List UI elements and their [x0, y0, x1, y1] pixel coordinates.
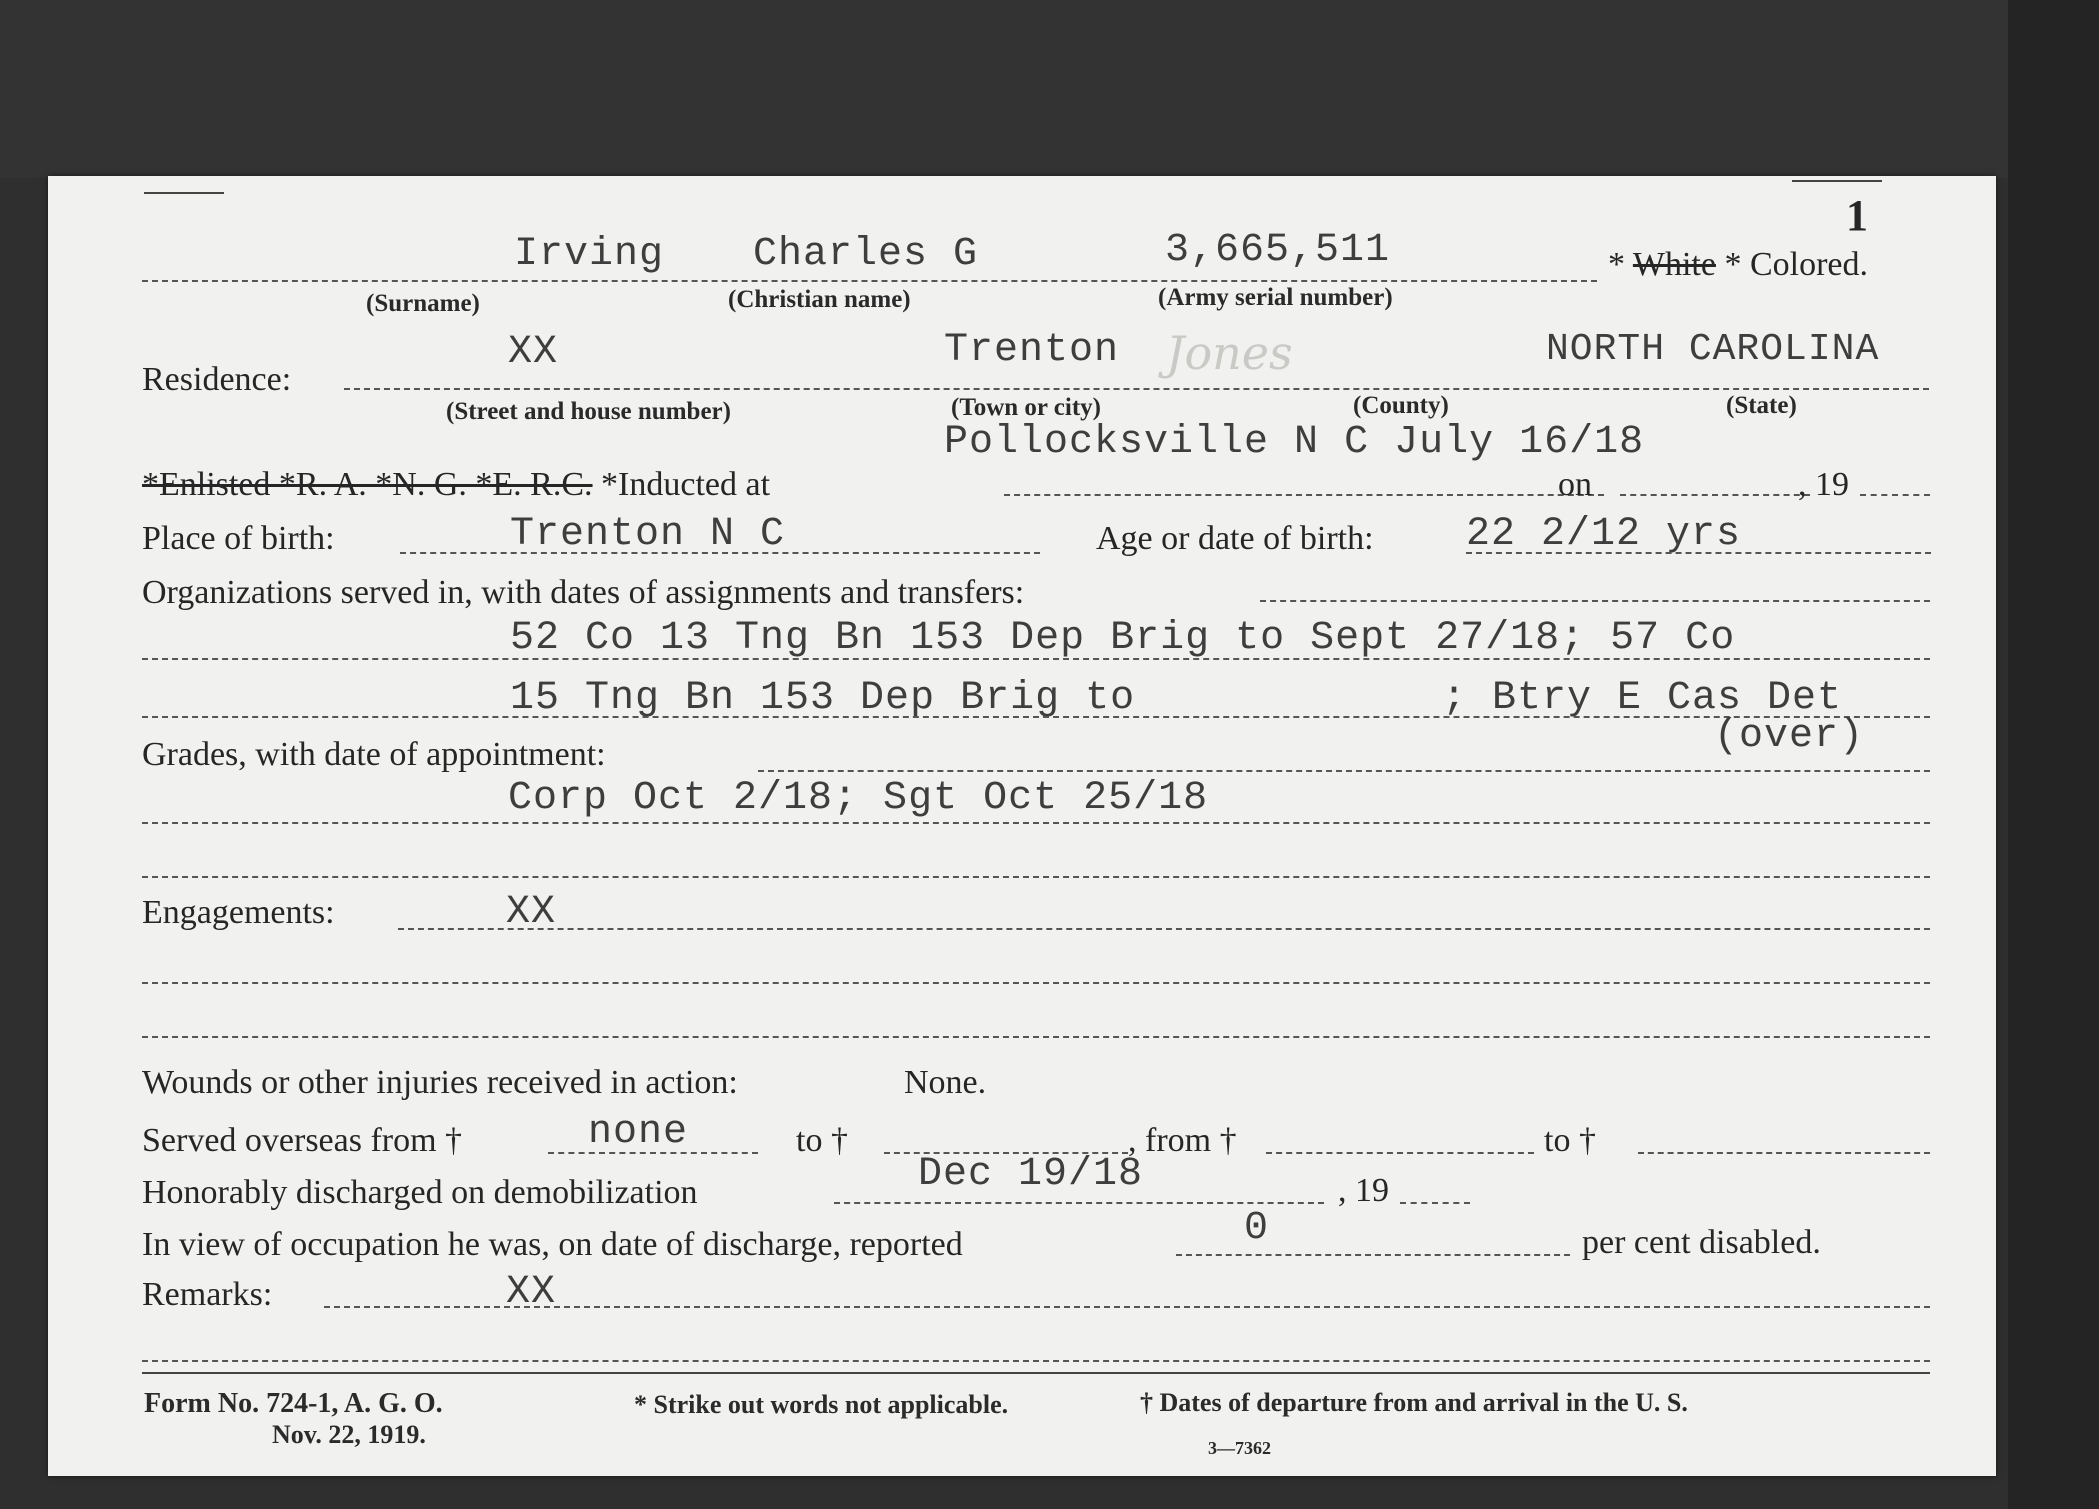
asterisk-2: *	[1724, 246, 1742, 283]
residence-label: Residence:	[142, 361, 292, 398]
discharge-label: Honorably discharged on demobilization	[142, 1174, 698, 1211]
over-note: (over)	[1714, 714, 1865, 759]
engagements-line-0	[398, 928, 1930, 930]
backdrop-top	[0, 0, 2099, 178]
on-label: on	[1558, 466, 1592, 503]
engagements-label: Engagements:	[142, 894, 335, 931]
printer-code: 3—7362	[1208, 1438, 1271, 1458]
year-prefix: , 19	[1798, 466, 1849, 503]
footer-rule	[142, 1372, 1930, 1374]
disability-label: In view of occupation he was, on date of discharge, reported	[142, 1226, 963, 1263]
form-date: Nov. 22, 1919.	[272, 1420, 426, 1449]
organizations-rule-1	[142, 658, 1930, 660]
organizations-label: Organizations served in, with dates of assignments and transfers:	[142, 574, 1025, 611]
street-value: XX	[508, 330, 559, 375]
organizations-line-1: 52 Co 13 Tng Bn 153 Dep Brig to Sept 27/18; 57 Co	[510, 616, 1736, 661]
top-right-rule	[1792, 180, 1882, 182]
overseas-to-1-label: to †	[796, 1122, 848, 1159]
surname-caption: (Surname)	[366, 290, 480, 317]
wounds-value: None.	[904, 1064, 987, 1101]
remarks-label: Remarks:	[142, 1276, 273, 1313]
birthplace-value: Trenton N C	[510, 512, 786, 557]
serial-number-caption: (Army serial number)	[1158, 284, 1393, 311]
race-options	[1608, 246, 1868, 284]
grades-line-0	[758, 770, 1930, 772]
on-line	[1620, 494, 1810, 496]
overseas-to-2-label: to †	[1544, 1122, 1596, 1159]
race-colored: Colored.	[1749, 246, 1869, 283]
discharge-year-line	[1400, 1202, 1470, 1204]
surname-value: Irving	[514, 232, 665, 277]
engagements-rule-1	[142, 982, 1930, 984]
enlisted-options-struck: *Enlisted *R. A. *N. G. *E. R.C.	[142, 466, 593, 503]
backdrop-right	[2008, 0, 2099, 1509]
card-number: 1	[1846, 191, 1868, 240]
wounds-label: Wounds or other injuries received in action:	[142, 1064, 738, 1101]
inducted-label: *Inducted at	[601, 466, 771, 503]
organizations-line-0	[1260, 600, 1930, 602]
engagements-value: XX	[506, 890, 557, 935]
overseas-label: Served overseas from †	[142, 1122, 463, 1159]
age-label: Age or date of birth:	[1096, 520, 1374, 557]
remarks-rule-1	[142, 1360, 1930, 1362]
grades-rule-1	[142, 822, 1930, 824]
year-line	[1860, 494, 1930, 496]
dates-note: † Dates of departure from and arrival in the U. S.	[1140, 1388, 1688, 1417]
age-line	[1466, 552, 1931, 554]
town-value: Trenton	[944, 328, 1120, 373]
induction-line	[1004, 494, 1604, 496]
overseas-from-2-label: , from †	[1128, 1122, 1237, 1159]
induction-place-date: Pollocksville N C July 16/18	[944, 420, 1645, 465]
serial-number-value: 3,665,511	[1165, 228, 1391, 273]
christian-name-caption: (Christian name)	[728, 286, 911, 313]
remarks-line	[324, 1306, 1930, 1308]
disability-suffix: per cent disabled.	[1582, 1224, 1821, 1261]
name-line	[142, 280, 1597, 282]
engagements-rule-2	[142, 1036, 1930, 1038]
discharge-year-prefix: , 19	[1338, 1172, 1389, 1209]
county-caption: (County)	[1353, 392, 1449, 419]
grades-label: Grades, with date of appointment:	[142, 736, 606, 773]
remarks-value: XX	[506, 1270, 557, 1315]
birthplace-line	[400, 552, 1040, 554]
organizations-line-2: 15 Tng Bn 153 Dep Brig to	[510, 676, 1136, 721]
residence-line	[344, 388, 1929, 390]
service-card	[48, 176, 1996, 1476]
asterisk-1: *	[1608, 246, 1625, 283]
age-value: 22 2/12 yrs	[1466, 512, 1742, 557]
top-left-rule	[144, 192, 224, 194]
grades-rule-2	[142, 876, 1930, 878]
state-value: NORTH CAROLINA	[1546, 328, 1880, 371]
overseas-from-line	[548, 1152, 758, 1154]
overseas-from-2-line	[1266, 1152, 1534, 1154]
organizations-line-2b: ; Btry E Cas Det	[1442, 676, 1843, 721]
organizations-rule-2	[142, 716, 1930, 718]
strike-out-note: * Strike out words not applicable.	[634, 1390, 1009, 1419]
town-caption: (Town or city)	[951, 394, 1101, 421]
christian-name-value: Charles G	[753, 232, 979, 277]
grades-value: Corp Oct 2/18; Sgt Oct 25/18	[508, 776, 1209, 821]
overseas-from-value: none	[588, 1110, 689, 1155]
enlistment-options	[142, 466, 770, 504]
state-caption: (State)	[1726, 392, 1797, 419]
birthplace-label: Place of birth:	[142, 520, 335, 557]
form-number: Form No. 724-1, A. G. O.	[144, 1388, 443, 1419]
street-caption: (Street and house number)	[446, 398, 731, 425]
discharge-date: Dec 19/18	[918, 1152, 1144, 1197]
disability-value: 0	[1244, 1206, 1270, 1251]
discharge-line	[834, 1202, 1324, 1204]
race-white-struck: White	[1632, 246, 1716, 283]
overseas-to-2-line	[1638, 1152, 1930, 1154]
county-value-handwritten: Jones	[1166, 326, 1293, 380]
disability-line	[1176, 1254, 1570, 1256]
